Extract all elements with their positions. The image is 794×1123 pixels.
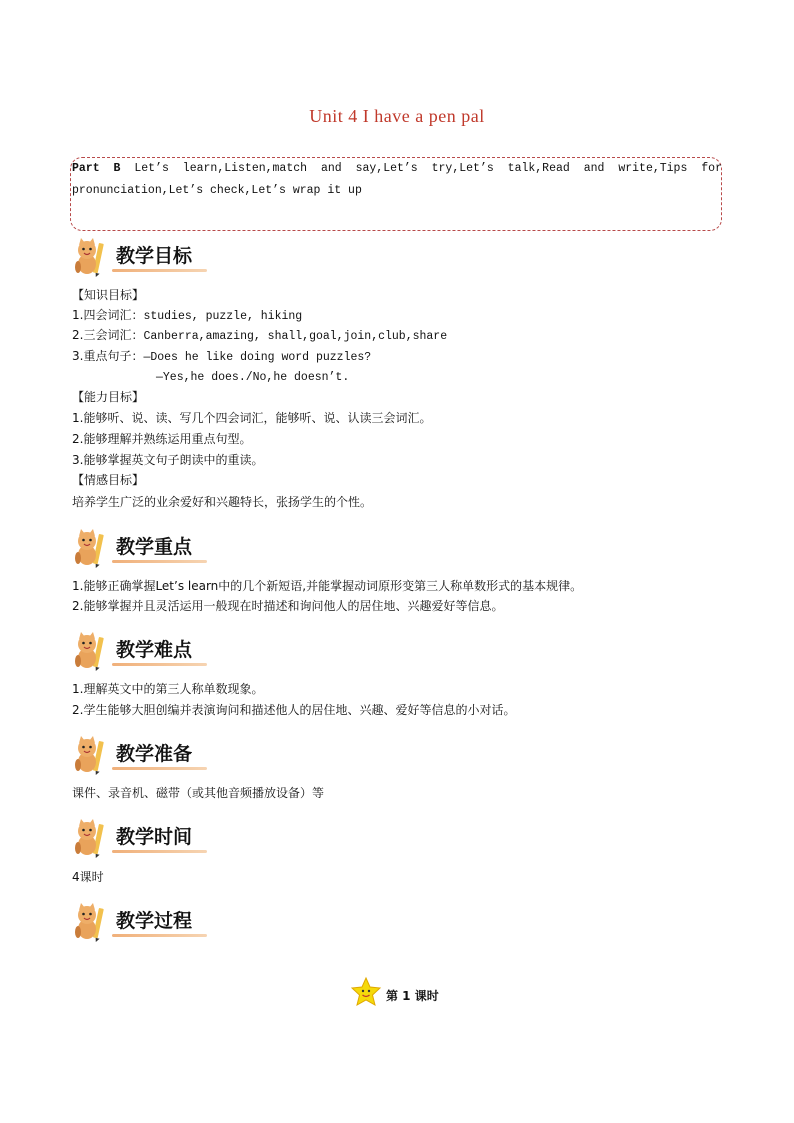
lesson-marker (350, 976, 490, 1008)
difficulty-2: 2.学生能够大胆创编并表演询问和描述他人的居住地、兴趣、爱好等信息的小对话。 (72, 703, 516, 717)
section-process (72, 902, 272, 942)
cat-pencil-icon (72, 902, 112, 942)
ability-item-3: 3.能够掌握英文句子朗读中的重读。 (72, 453, 264, 467)
knowledge-item-1 (72, 306, 302, 326)
difficulty-1: 1.理解英文中的第三人称单数现象。 (72, 682, 264, 696)
section-difficulties (72, 631, 272, 671)
knowledge-label: 【知识目标】 (72, 288, 145, 302)
heading-underline (112, 850, 207, 853)
heading-underline (112, 269, 207, 272)
ability-label: 【能力目标】 (72, 390, 145, 404)
section-objectives (72, 237, 272, 277)
heading-difficulties: 教学难点 (116, 639, 193, 661)
star-icon (350, 976, 382, 1008)
heading-preparation: 教学准备 (116, 743, 193, 765)
part-label: Part B (72, 162, 121, 175)
time-text: 4课时 (72, 870, 104, 884)
heading-objectives: 教学目标 (116, 245, 193, 267)
heading-key-points: 教学重点 (116, 536, 193, 558)
part-line-2: pronunciation,Let’s check,Let’s wrap it up (72, 184, 362, 197)
cat-pencil-icon (72, 528, 112, 568)
heading-underline (112, 663, 207, 666)
k3-question: —Does he like doing word puzzles? (143, 351, 372, 364)
cat-pencil-icon (72, 818, 112, 858)
preparation-text: 课件、录音机、磁带（或其他音频播放设备）等 (72, 786, 325, 800)
ability-item-1: 1.能够听、说、读、写几个四会词汇，能够听、说、认读三会词汇。 (72, 411, 432, 425)
k3-prefix: 3.重点句子： (72, 349, 144, 363)
cat-pencil-icon (72, 735, 112, 775)
k2-words: Canberra,amazing, shall,goal,join,club,share (143, 330, 448, 343)
emotion-label: 【情感目标】 (72, 473, 145, 487)
part-line-1 (72, 160, 722, 178)
page-title: Unit 4 I have a pen pal (309, 106, 485, 126)
k2-prefix: 2.三会词汇： (72, 328, 144, 342)
knowledge-item-3 (72, 347, 371, 367)
cat-pencil-icon (72, 237, 112, 277)
cat-pencil-icon (72, 631, 112, 671)
heading-time: 教学时间 (116, 826, 193, 848)
ability-item-2: 2.能够理解并熟练运用重点句型。 (72, 432, 252, 446)
k3-answer: —Yes,he does./No,he doesn’t. (156, 371, 350, 384)
heading-underline (112, 767, 207, 770)
k1-words: studies, puzzle, hiking (143, 310, 303, 323)
k1-prefix: 1.四会词汇： (72, 308, 144, 322)
emotion-item-1: 培养学生广泛的业余爱好和兴趣特长，张扬学生的个性。 (72, 495, 373, 509)
lesson-label: 第 1 课时 (386, 989, 439, 1003)
section-key-points (72, 528, 272, 568)
section-time (72, 818, 272, 858)
knowledge-item-2 (72, 326, 447, 346)
key-point-1: 1.能够正确掌握Let’s learn中的几个新短语,并能掌握动词原形变第三人称单数形式的基本规律。 (72, 579, 583, 593)
part-text-1: Let’s learn,Listen,match and say,Let’s try,Let’s talk,Read and write,Tips for (134, 162, 722, 175)
section-preparation (72, 735, 272, 775)
key-point-2: 2.能够掌握并且灵活运用一般现在时描述和询问他人的居住地、兴趣爱好等信息。 (72, 599, 504, 613)
heading-underline (112, 934, 207, 937)
heading-underline (112, 560, 207, 563)
heading-process: 教学过程 (116, 910, 193, 932)
